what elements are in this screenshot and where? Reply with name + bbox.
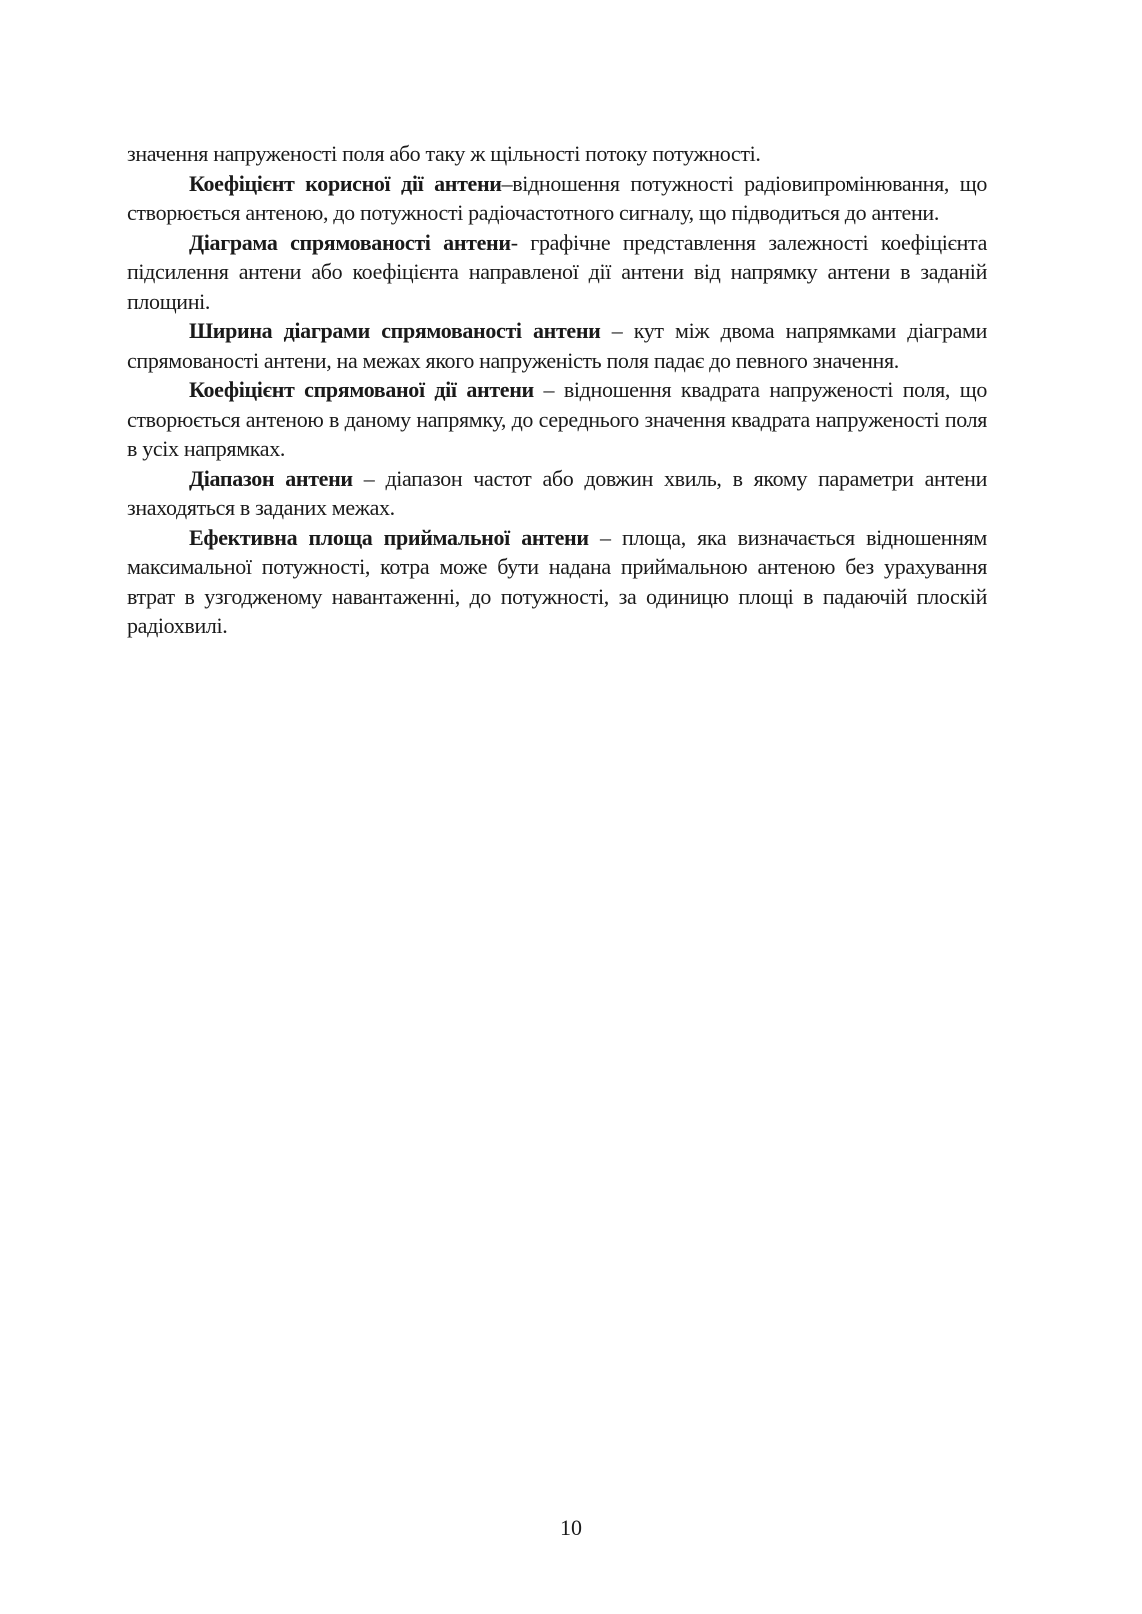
definition-text: відношення квадрата напруженості поля, що створюється антеною в даному напрямку, до середнього значення квадрата напруженості поля в усіх напрямках. bbox=[127, 377, 987, 461]
definition-separator: – bbox=[501, 170, 513, 196]
definition-term: Коефіцієнт спрямованої дії антени bbox=[189, 377, 534, 402]
definition-term: Ширина діаграми спрямованості антени bbox=[189, 318, 601, 343]
definition-radiation-pattern bbox=[127, 228, 987, 317]
definition-term: Діаграма спрямованості антени bbox=[189, 229, 511, 255]
definition-directivity bbox=[127, 375, 987, 464]
definition-term: Діапазон антени bbox=[189, 465, 353, 491]
definition-term: Коефіцієнт корисної дії антени bbox=[189, 170, 502, 196]
definition-text: площа, яка визначається відношенням максимальної потужності, котра може бути надана приймальною антеною без урахування втрат в узгодженому навантаженні, до потужності, за одиницю площі в падаючій плоскій радіохвилі. bbox=[127, 524, 987, 638]
definition-text: відношення потужності радіовипромінювання, що створюється антеною, до потужності радіочастотного сигналу, що підводиться до антени. bbox=[127, 170, 987, 225]
definition-separator: – bbox=[588, 524, 622, 550]
definition-separator: - bbox=[510, 229, 531, 255]
definition-text: кут між двома напрямками діаграми спрямованості антени, на межах якого напруженість поля падає до певного значення. bbox=[127, 318, 988, 373]
document-page bbox=[127, 139, 987, 641]
continuation-paragraph: значення напруженості поля або таку ж щільності потоку потужності. bbox=[127, 141, 761, 166]
definition-effective-aperture bbox=[127, 523, 987, 641]
definition-separator: – bbox=[600, 318, 634, 343]
definition-bandwidth bbox=[127, 464, 987, 523]
definition-text: графічне представлення залежності коефіцієнта підсилення антени або коефіцієнта направленої дії антени від напрямку антени в заданій площині. bbox=[127, 229, 987, 314]
definition-text: діапазон частот або довжин хвиль, в якому параметри антени знаходяться в заданих межах. bbox=[127, 465, 987, 520]
definition-beamwidth bbox=[127, 316, 987, 375]
definition-separator: – bbox=[352, 465, 386, 491]
page-number: 10 bbox=[560, 1515, 582, 1540]
definition-efficiency bbox=[127, 169, 987, 228]
definition-term: Ефективна площа приймальної антени bbox=[189, 524, 589, 550]
definition-separator: – bbox=[533, 377, 564, 402]
